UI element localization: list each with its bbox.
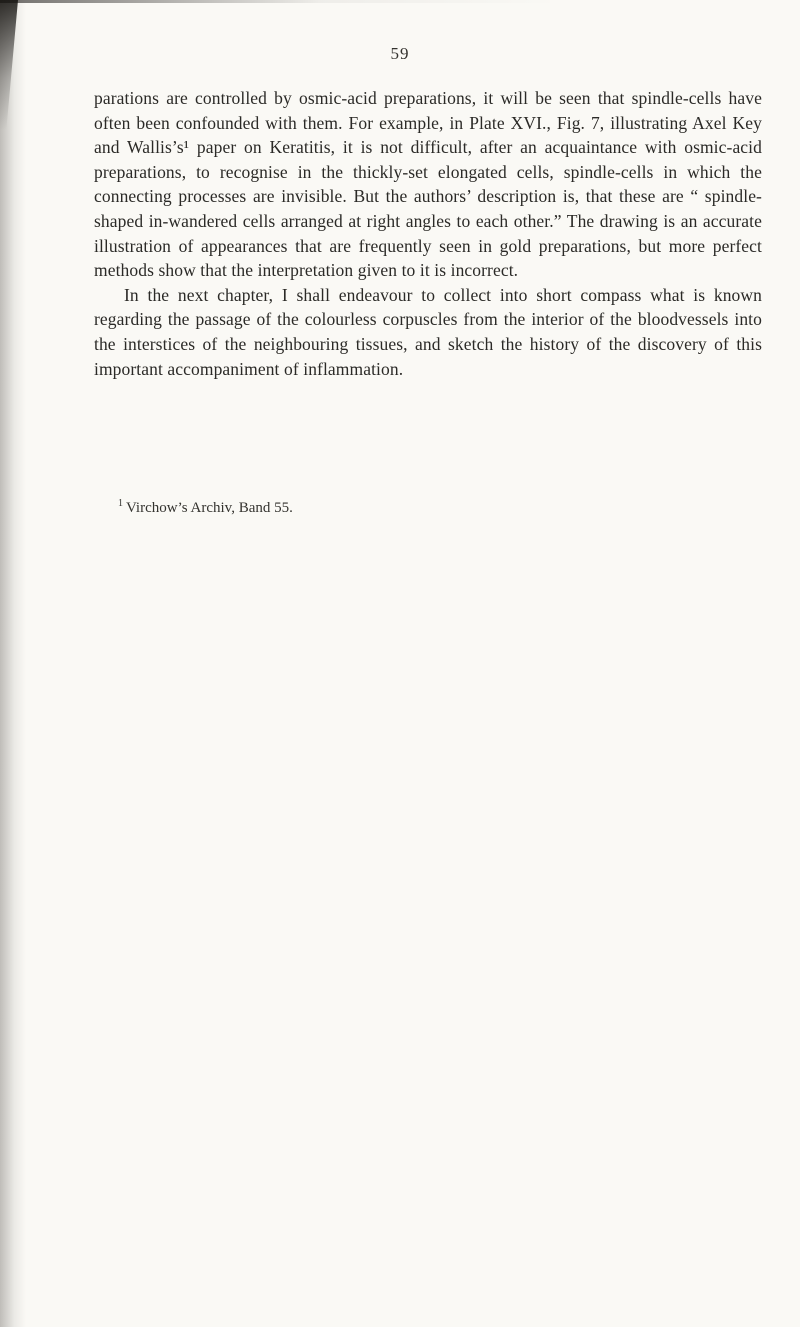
footnote-marker: 1 (118, 498, 123, 509)
footnote-text: Virchow’s Archiv, Band 55. (126, 500, 293, 516)
paragraph: parations are controlled by osmic-acid preparations, it will be seen that spindle-cells have often been confounded with them. For example, in Plate XVI., Fig. 7, illustrating Axel Key and Wallis’s¹ paper on Keratitis, it is not difficult, after an acquaintance with osmic-acid preparations, to recognise in the thickly-set elongated cells, spindle-cells in which the connecting processes are invisible. But the authors’ description is, that these are “ spindle-shaped in-wandered cells arranged at right angles to each other.” The drawing is an accurate illustration of appearances that are frequently seen in gold preparations, but more perfect methods show that the interpretation given to it is incorrect. (94, 88, 762, 281)
page-number: 59 (390, 44, 410, 63)
scan-top-edge-artifact (0, 0, 800, 3)
binding-shadow (0, 0, 26, 1327)
paragraph: In the next chapter, I shall endeavour to collect into short compass what is known regarding the passage of the colourless corpuscles from the interior of the bloodvessels into the interstices of the neighbouring tissues, and sketch the history of the discovery of this important accompaniment of inflammation. (94, 284, 762, 379)
footnote (118, 498, 718, 517)
text-block (94, 86, 762, 381)
scan-corner-artifact (0, 0, 18, 130)
